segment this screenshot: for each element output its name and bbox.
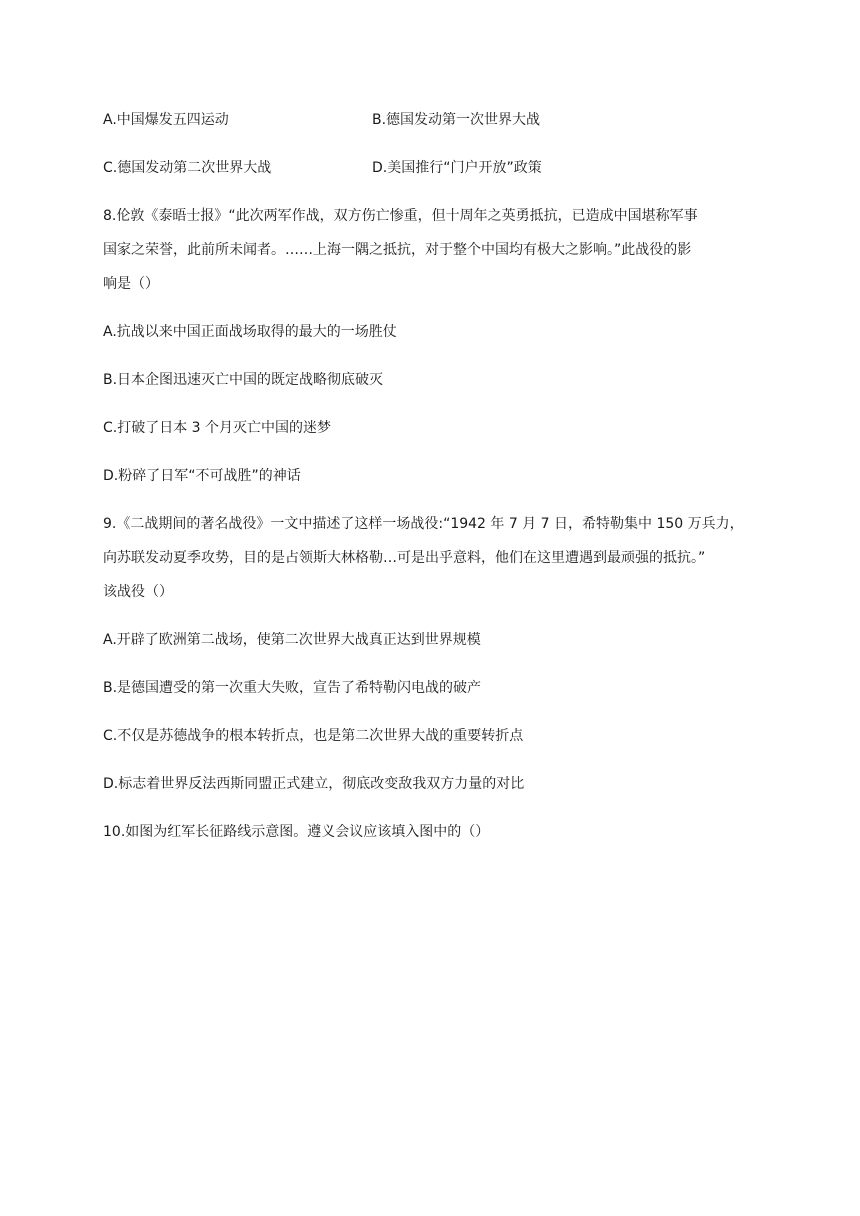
q7-option-b: B.德国发动第一次世界大战 (372, 112, 541, 128)
q9-option-b: B.是德国遭受的第一次重大失败，宣告了希特勒闪电战的破产 (103, 680, 482, 696)
q7-option-a: A.中国爆发五四运动 (103, 112, 229, 128)
q8-stem-line-1: 8.伦敦《泰晤士报》“此次两军作战，双方伤亡惨重，但十周年之英勇抵抗，已造成中国堪称军事 (103, 208, 698, 224)
q9-stem-line-2: 向苏联发动夏季攻势，目的是占领斯大林格勒…可是出乎意料，他们在这里遭遇到最顽强的抵抗。” (103, 550, 706, 566)
q10-stem-line-1: 10.如图为红军长征路线示意图。遵义会议应该填入图中的（） (103, 824, 490, 840)
q8-option-c: C.打破了日本 3 个月灭亡中国的迷梦 (103, 420, 332, 436)
q8-stem-line-3: 响是（） (103, 276, 159, 292)
q8-option-d: D.粉碎了日军“不可战胜”的神话 (103, 468, 301, 484)
q7-option-d: D.美国推行“门户开放”政策 (372, 160, 542, 176)
q9-option-d: D.标志着世界反法西斯同盟正式建立，彻底改变敌我双方力量的对比 (103, 776, 525, 792)
q9-stem-line-1: 9.《二战期间的著名战役》一文中描述了这样一场战役:“1942 年 7 月 7 日，希特勒集中 150 万兵力， (103, 516, 744, 532)
q9-option-a: A.开辟了欧洲第二战场，使第二次世界大战真正达到世界规模 (103, 632, 481, 648)
q8-stem-line-2: 国家之荣誉，此前所未闻者。……上海一隅之抵抗，对于整个中国均有极大之影响。”此战役的影 (103, 242, 692, 258)
q9-option-c: C.不仅是苏德战争的根本转折点，也是第二次世界大战的重要转折点 (103, 728, 524, 744)
q8-option-a: A.抗战以来中国正面战场取得的最大的一场胜仗 (103, 324, 397, 340)
q9-stem-line-3: 该战役（） (103, 584, 173, 600)
q8-option-b: B.日本企图迅速灭亡中国的既定战略彻底破灭 (103, 372, 384, 388)
q7-option-c: C.德国发动第二次世界大战 (103, 160, 272, 176)
